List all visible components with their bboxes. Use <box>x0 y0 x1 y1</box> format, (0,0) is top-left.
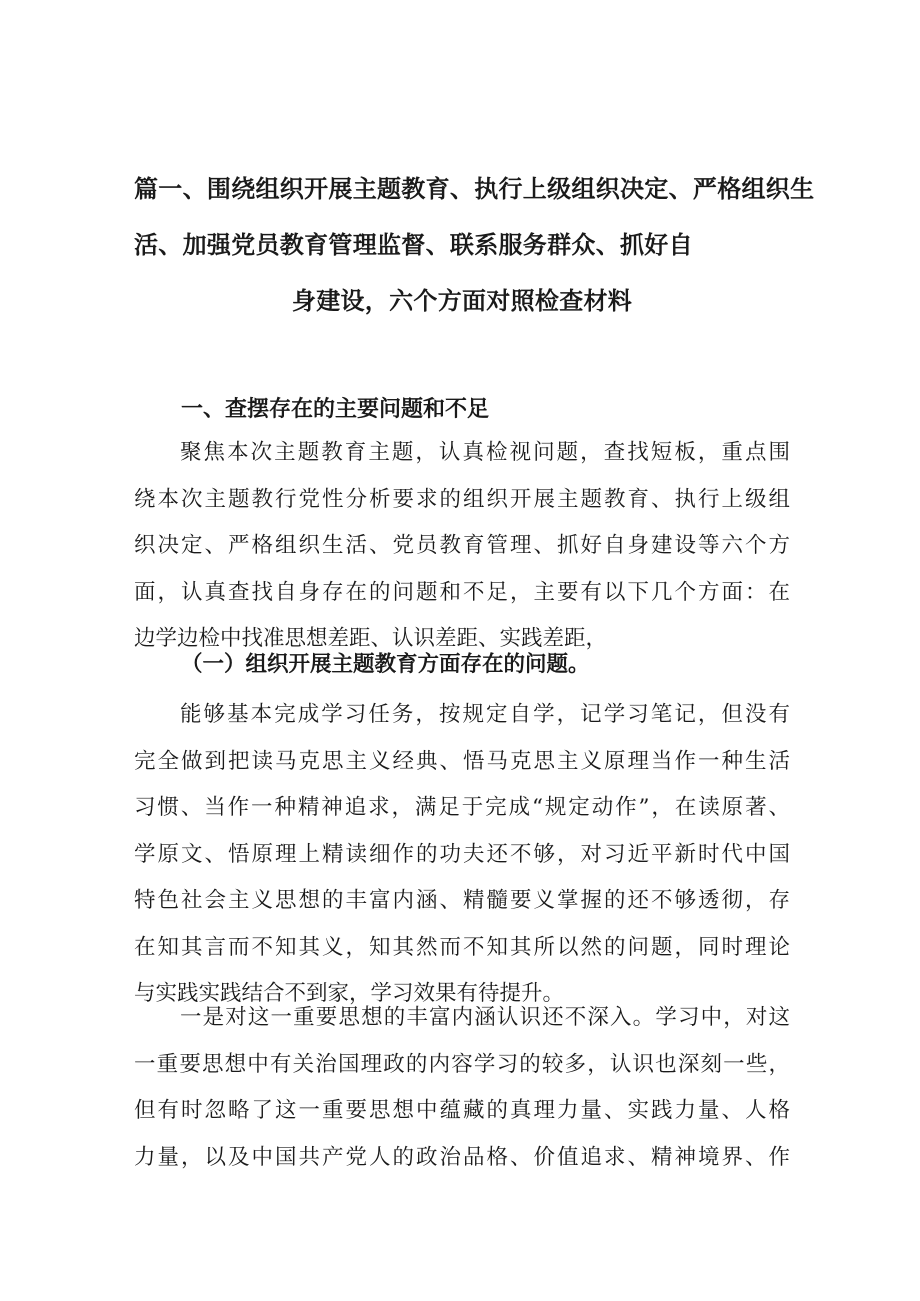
paragraph-3-line: 但有时忽略了这一重要思想中蕴藏的真理力量、实践力量、人格 <box>134 1098 790 1123</box>
document-title <box>134 161 815 329</box>
paragraph-1-line: 聚焦本次主题教育主题，认真检视问题，查找短板，重点围 <box>180 440 790 465</box>
paragraph-2-line: 能够基本完成学习任务，按规定自学，记学习笔记，但没有 <box>180 702 790 727</box>
paragraph-3 <box>134 995 790 1181</box>
paragraph-3-line: 力量，以及中国共产党人的政治品格、价值追求、精神境界、作 <box>134 1144 790 1170</box>
paragraph-2 <box>134 692 790 1018</box>
paragraph-3-line: 一是对这一重要思想的丰富内涵认识还不深入。学习中，对这 <box>180 1005 790 1030</box>
paragraph-1-line: 面，认真查找自身存在的问题和不足，主要有以下几个方面：在 <box>134 579 790 605</box>
paragraph-2-line: 习惯、当作一种精神追求，满足于完成“规定动作”，在读原著、 <box>134 795 790 820</box>
paragraph-1 <box>134 430 790 663</box>
subsection-heading: （一）组织开展主题教育方面存在的问题。 <box>181 652 590 677</box>
paragraph-1-line: 绕本次主题教行党性分析要求的组织开展主题教育、执行上级组 <box>134 486 790 512</box>
paragraph-2-line: 与实践实践结合不到家，学习效果有待提升。 <box>134 981 565 1006</box>
paragraph-1-line: 边学边检中找准思想差距、认识差距、实践差距， <box>134 626 608 651</box>
title-line-3: 身建设，六个方面对照检查材料 <box>291 287 633 315</box>
paragraph-2-line: 学原文、悟原理上精读细作的功夫还不够，对习近平新时代中国 <box>134 841 790 867</box>
paragraph-2-line: 在知其言而不知其义，知其然而不知其所以然的问题，同时理论 <box>134 934 790 960</box>
paragraph-1-line: 织决定、严格组织生活、党员教育管理、抓好自身建设等六个方 <box>134 533 790 558</box>
title-line-1: 篇一、围绕组织开展主题教育、执行上级组织决定、严格组织生 <box>134 175 815 203</box>
section-heading: 一、查摆存在的主要问题和不足 <box>181 397 490 422</box>
title-line-2: 活、加强党员教育管理监督、联系服务群众、抓好自 <box>134 231 693 259</box>
paragraph-2-line: 完全做到把读马克思主义经典、悟马克思主义原理当作一种生活 <box>134 748 790 774</box>
paragraph-3-line: 一重要思想中有关治国理政的内容学习的较多，认识也深刻一些， <box>134 1051 790 1077</box>
paragraph-2-line: 特色社会主义思想的丰富内涵、精髓要义掌握的还不够透彻，存 <box>134 888 790 913</box>
